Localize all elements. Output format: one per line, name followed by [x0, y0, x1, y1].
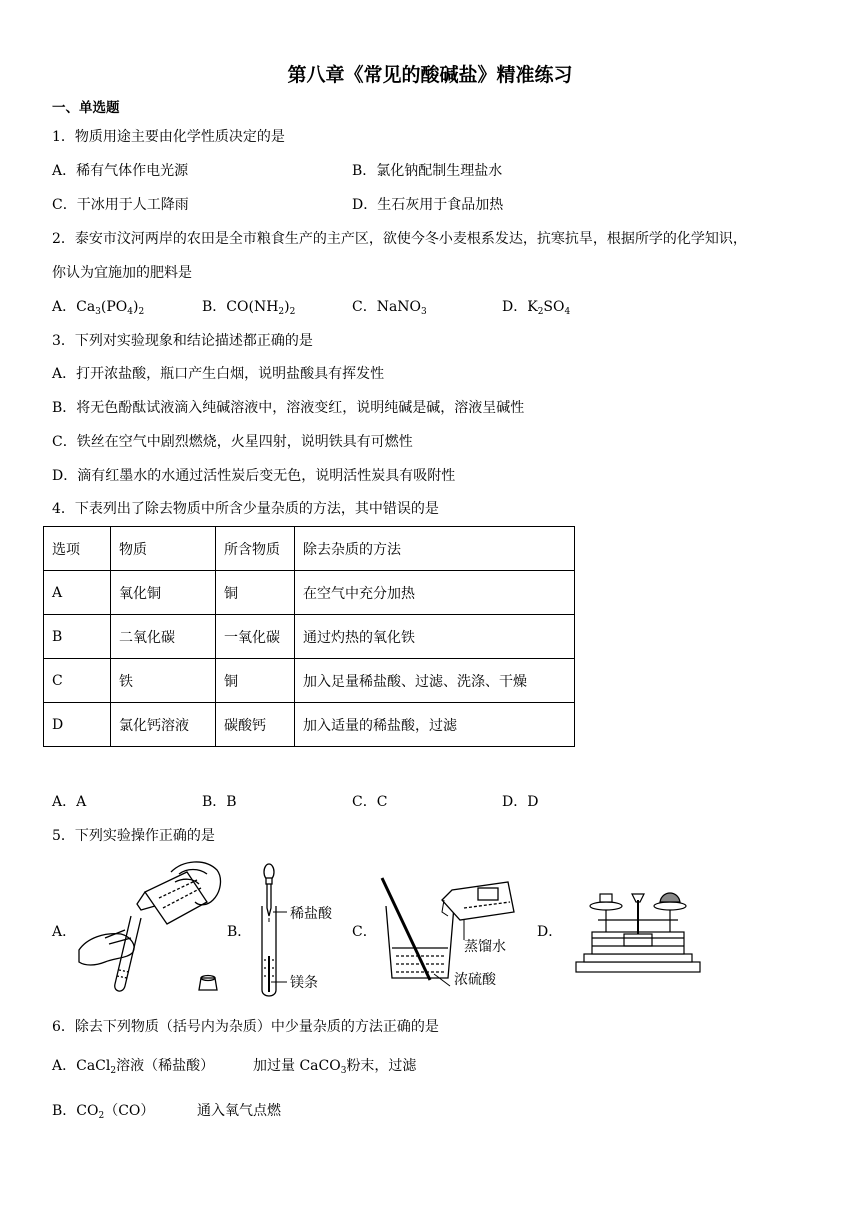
- label-magnesium-strip: 镁条: [290, 975, 318, 991]
- table-header-cell: 所含物质: [216, 527, 295, 571]
- q5-option-c[interactable]: C．: [352, 924, 377, 940]
- table-row: [44, 615, 575, 659]
- table-cell: 铜: [216, 659, 295, 703]
- q3-option-c[interactable]: C．铁丝在空气中剧烈燃烧，火星四射，说明铁具有可燃性: [52, 434, 413, 450]
- table-cell: 通过灼热的氧化铁: [295, 615, 575, 659]
- q3-option-a[interactable]: A．打开浓盐酸，瓶口产生白烟，说明盐酸具有挥发性: [52, 366, 385, 382]
- label-concentrated-sulfuric-acid: 浓硫酸: [454, 972, 496, 988]
- table-row: [44, 571, 575, 615]
- q2-option-b[interactable]: B．$CO(NH_2)_2$: [202, 299, 296, 317]
- figure-pouring-liquid: [75, 858, 225, 1000]
- table-cell: C: [44, 659, 111, 703]
- q6-stem: 6．除去下列物质（括号内为杂质）中少量杂质的方法正确的是: [52, 1019, 439, 1035]
- page-title: 第八章《常见的酸碱盐》精准练习: [287, 64, 573, 86]
- q6-option-b[interactable]: B．$CO_2(CO)$: [52, 1103, 155, 1121]
- q6-option-b-method: 通入氧气点燃: [197, 1103, 281, 1119]
- table-row: [44, 659, 575, 703]
- table-cell: 在空气中充分加热: [295, 571, 575, 615]
- q1-stem: 1．物质用途主要由化学性质决定的是: [52, 129, 285, 145]
- table-row: [44, 703, 575, 747]
- table-cell: D: [44, 703, 111, 747]
- q5-stem: 5．下列实验操作正确的是: [52, 828, 215, 844]
- label-distilled-water: 蒸馏水: [464, 939, 506, 955]
- table-cell: 碳酸钙: [216, 703, 295, 747]
- q1-option-d[interactable]: D．生石灰用于食品加热: [352, 197, 504, 213]
- table-cell: 一氧化碳: [216, 615, 295, 659]
- q5-option-d[interactable]: D．: [537, 924, 563, 940]
- q2-option-a[interactable]: A．$Ca_3(PO_4)_2$: [52, 299, 145, 317]
- q1-option-a[interactable]: A．稀有气体作电光源: [52, 163, 189, 179]
- q2-stem-line1: 2．泰安市汶河两岸的农田是全市粮食生产的主产区，欲使今冬小麦根系发达，抗寒抗旱，根据所学的化学知识，: [52, 231, 747, 247]
- table-cell: 铁: [111, 659, 216, 703]
- q3-stem: 3．下列对实验现象和结论描述都正确的是: [52, 333, 313, 349]
- table-header-row: [44, 527, 575, 571]
- table-cell: B: [44, 615, 111, 659]
- label-hydrochloric-acid: 稀盐酸: [290, 906, 332, 922]
- q4-table: [43, 526, 575, 747]
- table-cell: 氯化钙溶液: [111, 703, 216, 747]
- q1-option-b[interactable]: B．氯化钠配制生理盐水: [352, 163, 503, 179]
- q2-option-d[interactable]: D．$K_2SO_4$: [502, 299, 571, 317]
- q6-option-a[interactable]: A．CaCl$_2$溶液（稀盐酸）: [52, 1058, 215, 1076]
- q3-option-d[interactable]: D．滴有红墨水的水通过活性炭后变无色，说明活性炭具有吸附性: [52, 468, 456, 484]
- table-cell: 氧化铜: [111, 571, 216, 615]
- q4-option-b[interactable]: B．B: [202, 794, 237, 810]
- q2-stem-line2: 你认为宜施加的肥料是: [52, 265, 192, 281]
- figure-dilution-beaker: [378, 868, 538, 988]
- q4-stem: 4．下表列出了除去物质中所含少量杂质的方法，其中错误的是: [52, 501, 439, 517]
- q4-option-c[interactable]: C．C: [352, 794, 388, 810]
- table-cell: 二氧化碳: [111, 615, 216, 659]
- q4-option-d[interactable]: D．D: [502, 794, 539, 810]
- table-cell: A: [44, 571, 111, 615]
- q1-option-c[interactable]: C．干冰用于人工降雨: [52, 197, 189, 213]
- q6-option-a-method: 加过量 CaCO$_3$粉末，过滤: [253, 1058, 417, 1076]
- q2-option-c[interactable]: C．NaNO$_3$: [352, 299, 427, 317]
- table-cell: 加入适量的稀盐酸，过滤: [295, 703, 575, 747]
- table-header-cell: 除去杂质的方法: [295, 527, 575, 571]
- figure-dropper-test-tube: [255, 858, 355, 1000]
- table-header-cell: 选项: [44, 527, 111, 571]
- q4-option-a[interactable]: A．A: [52, 794, 87, 810]
- table-cell: 铜: [216, 571, 295, 615]
- q5-option-a[interactable]: A．: [52, 924, 77, 940]
- table-cell: 加入足量稀盐酸、过滤、洗涤、干燥: [295, 659, 575, 703]
- q5-option-b[interactable]: B．: [227, 924, 252, 940]
- table-header-cell: 物质: [111, 527, 216, 571]
- figure-balance-scale: [574, 880, 702, 976]
- q3-option-b[interactable]: B．将无色酚酞试液滴入纯碱溶液中，溶液变红，说明纯碱是碱，溶液呈碱性: [52, 400, 525, 416]
- section-heading: 一、单选题: [52, 100, 120, 116]
